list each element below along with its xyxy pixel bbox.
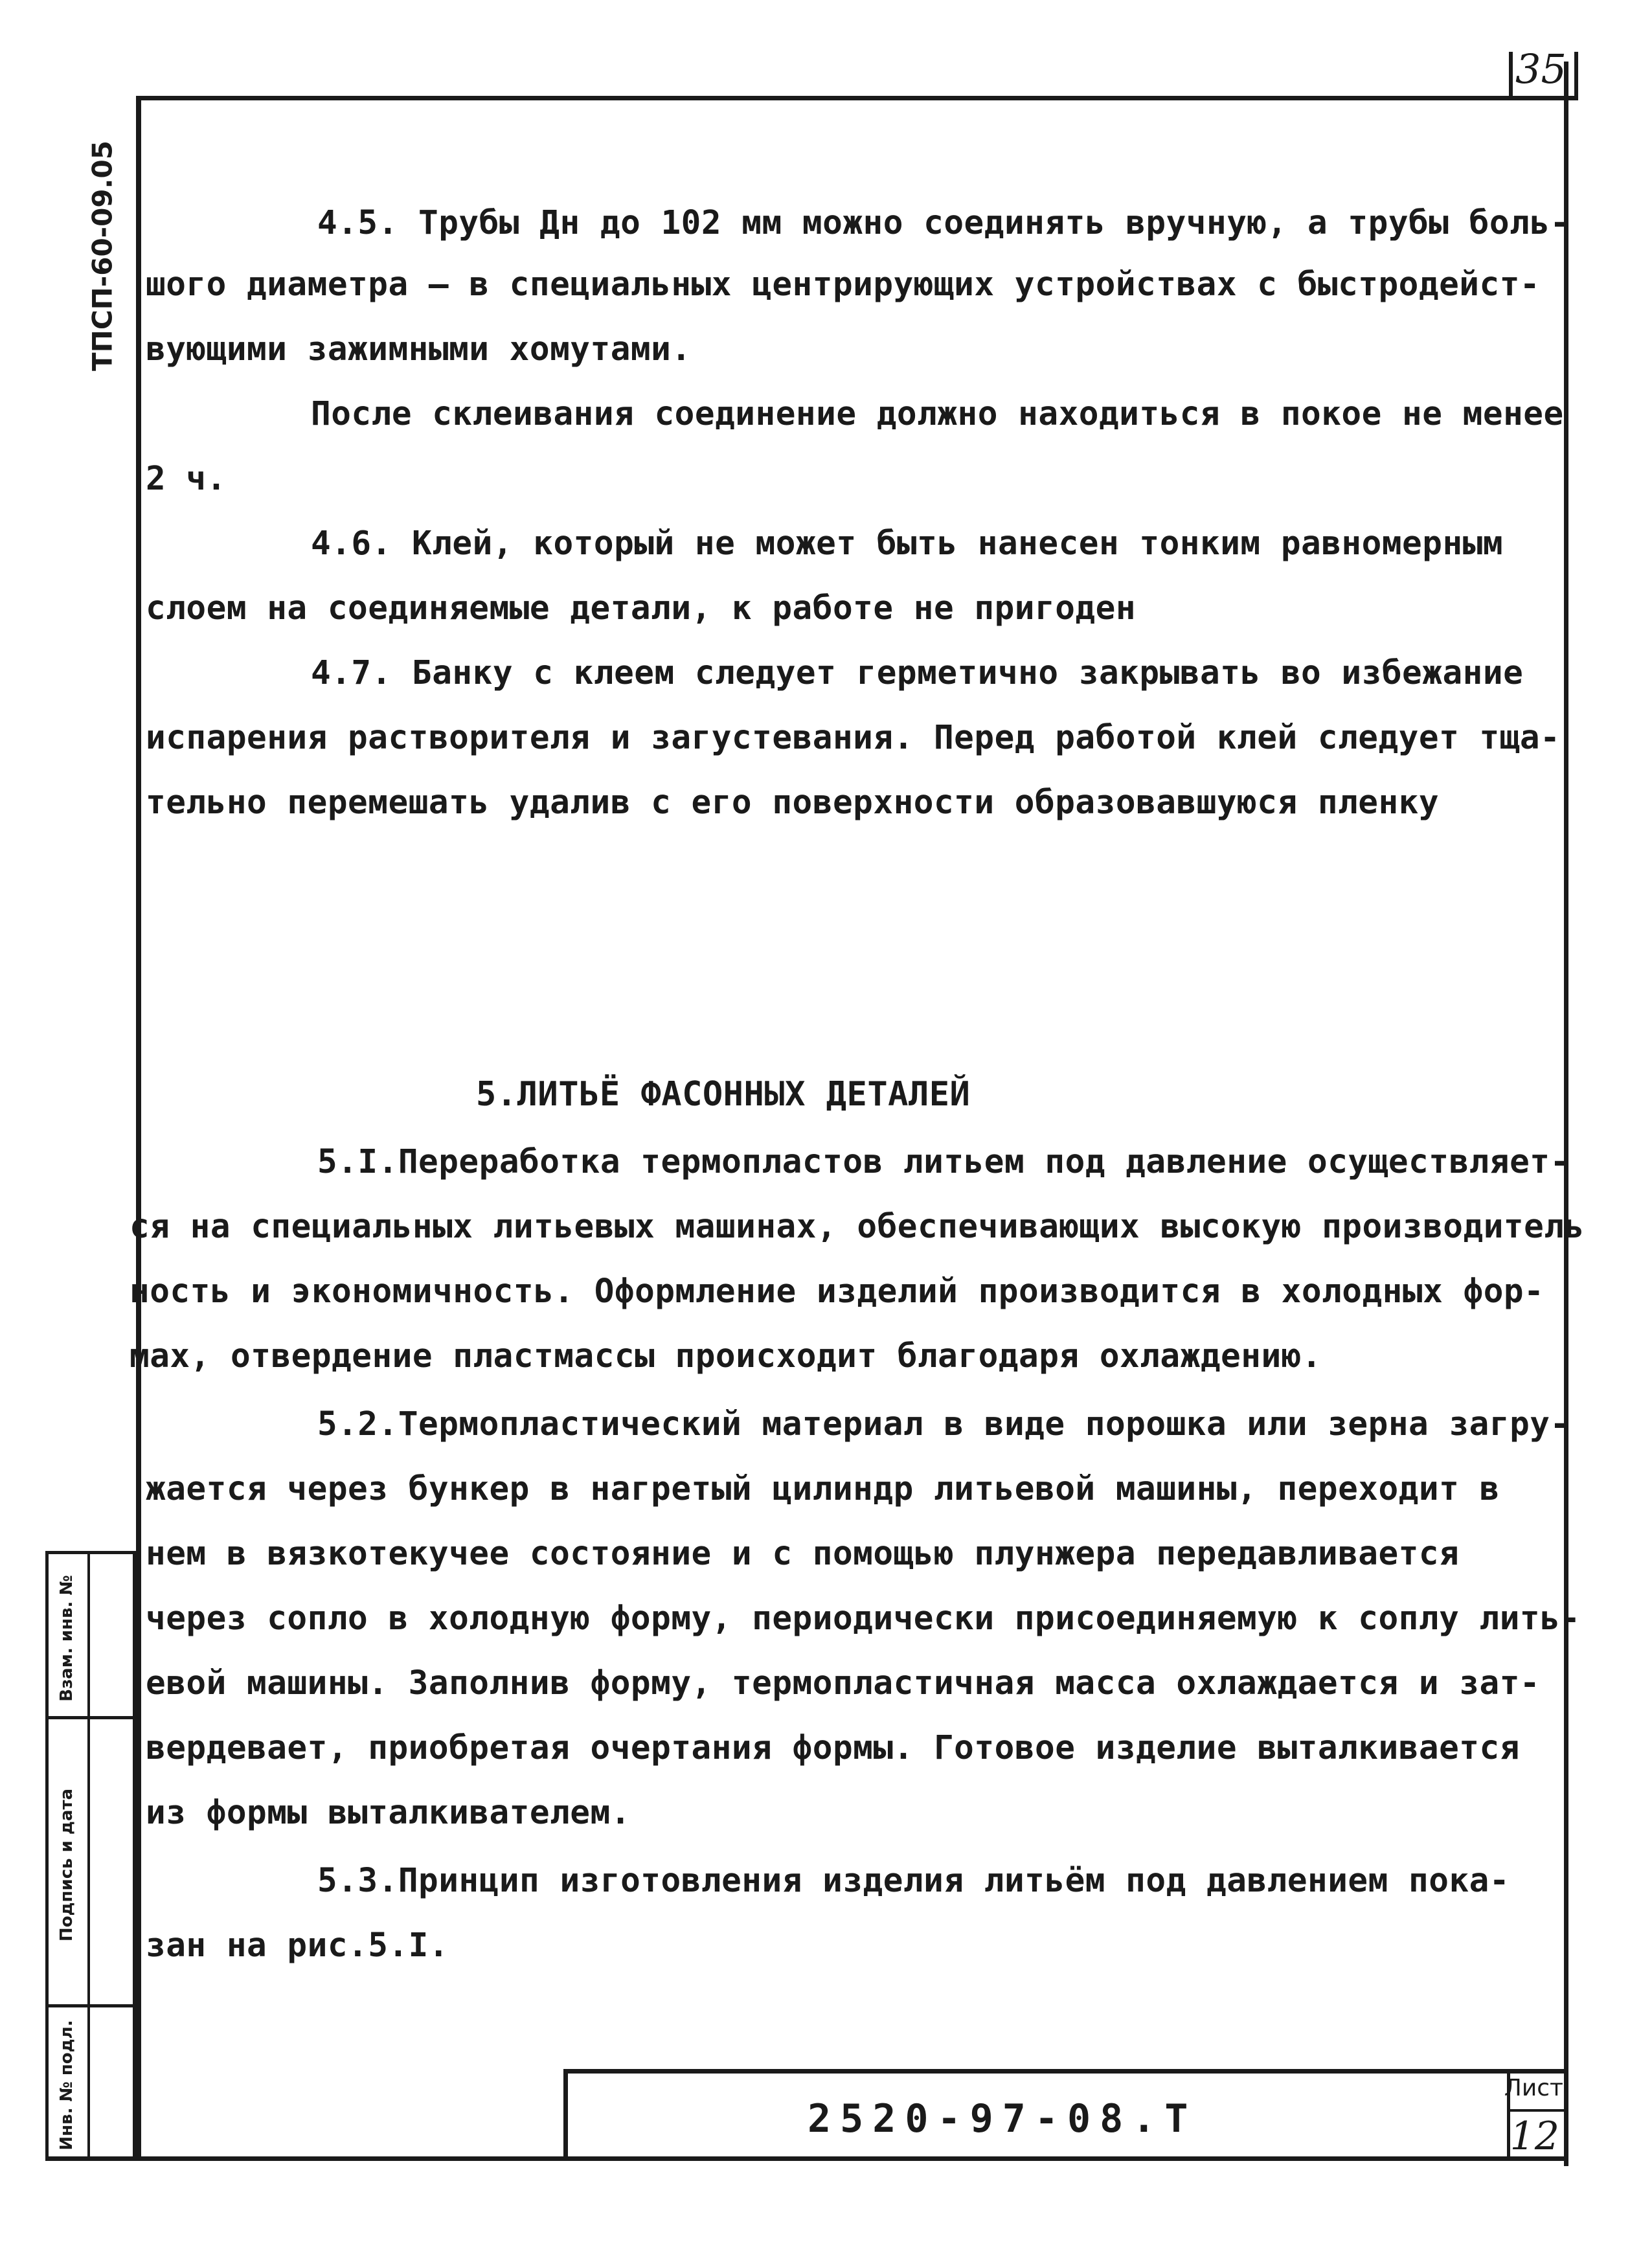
text-line: 4.6. Клей, который не может быть нанесен тонким равномерным [311,525,1504,563]
stamp-label-cell [49,1719,90,2004]
text-line: тельно перемешать удалив с его поверхности образовавшуюся пленку [146,784,1440,822]
text-line: ность и экономичность. Оформление изделий производится в холодных фор- [130,1272,1545,1311]
stamp-cell-replacement [45,1551,136,1719]
text-line: слоем на соединяемые детали, к работе не пригоден [146,589,1137,627]
side-document-code [76,139,128,372]
text-line: 4.7. Банку с клеем следует герметично закрывать во избежание [311,654,1524,692]
sheet-number: 12 [1510,2114,1559,2159]
side-code-text: ТПСП-60-09.05 [86,141,119,371]
sheet-divider [1510,2109,1568,2112]
document-code: 2520-97-08.Т [808,2096,1197,2142]
text-line: вердевает, приобретая очертания формы. Готовое изделие выталкивается [146,1729,1520,1767]
text-line: мах, отвердение пластмассы происходит благодаря охлаждению. [130,1337,1322,1375]
text-line: зан на рис.5.I. [146,1927,449,1965]
stamp-label-cell [49,2007,90,2156]
stamp-cell-inventory [45,2004,136,2160]
text-line: 2 ч. [146,460,227,498]
text-line: 4.5. Трубы Дн до 102 мм можно соединять вручную, а трубы боль- [317,204,1570,242]
sheet-label: Лист [1504,2075,1563,2101]
text-line: вующими зажимными хомутами. [146,330,692,368]
text-line: 5.I.Переработка термопластов литьем под давление осуществляет- [317,1143,1570,1181]
text-line: шого диаметра – в специальных центрирующих устройствах с быстродейст- [146,266,1541,304]
stamp-label-replacement: Взам. инв. № [57,1575,76,1702]
title-block [563,2069,1568,2161]
frame-left-border [136,97,141,2156]
section-heading: 5.ЛИТЬЁ ФАСОННЫХ ДЕТАЛЕЙ [476,1075,971,1114]
text-line: евой машины. Заполнив форму, термопластичная масса охлаждается и зат- [146,1664,1541,1702]
frame-right-border [1564,62,1568,2166]
text-line: 5.2.Термопластический материал в виде порошка или зерна загру- [317,1405,1570,1443]
text-line: из формы выталкивателем. [146,1794,631,1832]
text-line: ся на специальных литьевых машинах, обеспечивающих высокую производитель [130,1208,1585,1246]
text-line: через сопло в холодную форму, периодически присоединяемую к соплу лить- [146,1599,1581,1638]
text-line: После склеивания соединение должно находиться в покое не менее [311,395,1564,433]
stamp-label-cell [49,1554,90,1716]
stamp-cell-signature [45,1716,136,2007]
page-number: 35 [1515,45,1567,93]
frame-top-border [136,96,1575,100]
text-line: нем в вязкотекучее состояние и с помощью плунжера передавливается [146,1535,1460,1573]
stamp-label-inventory: Инв. № подл. [57,2020,76,2151]
text-line: 5.3.Принцип изготовления изделия литьём под давлением пока- [317,1862,1510,1900]
text-line: жается через бункер в нагретый цилиндр литьевой машины, переходит в [146,1470,1500,1508]
text-line: испарения растворителя и загустевания. Перед работой клей следует тща- [146,719,1561,757]
stamp-label-signature: Подпись и дата [57,1788,76,1942]
